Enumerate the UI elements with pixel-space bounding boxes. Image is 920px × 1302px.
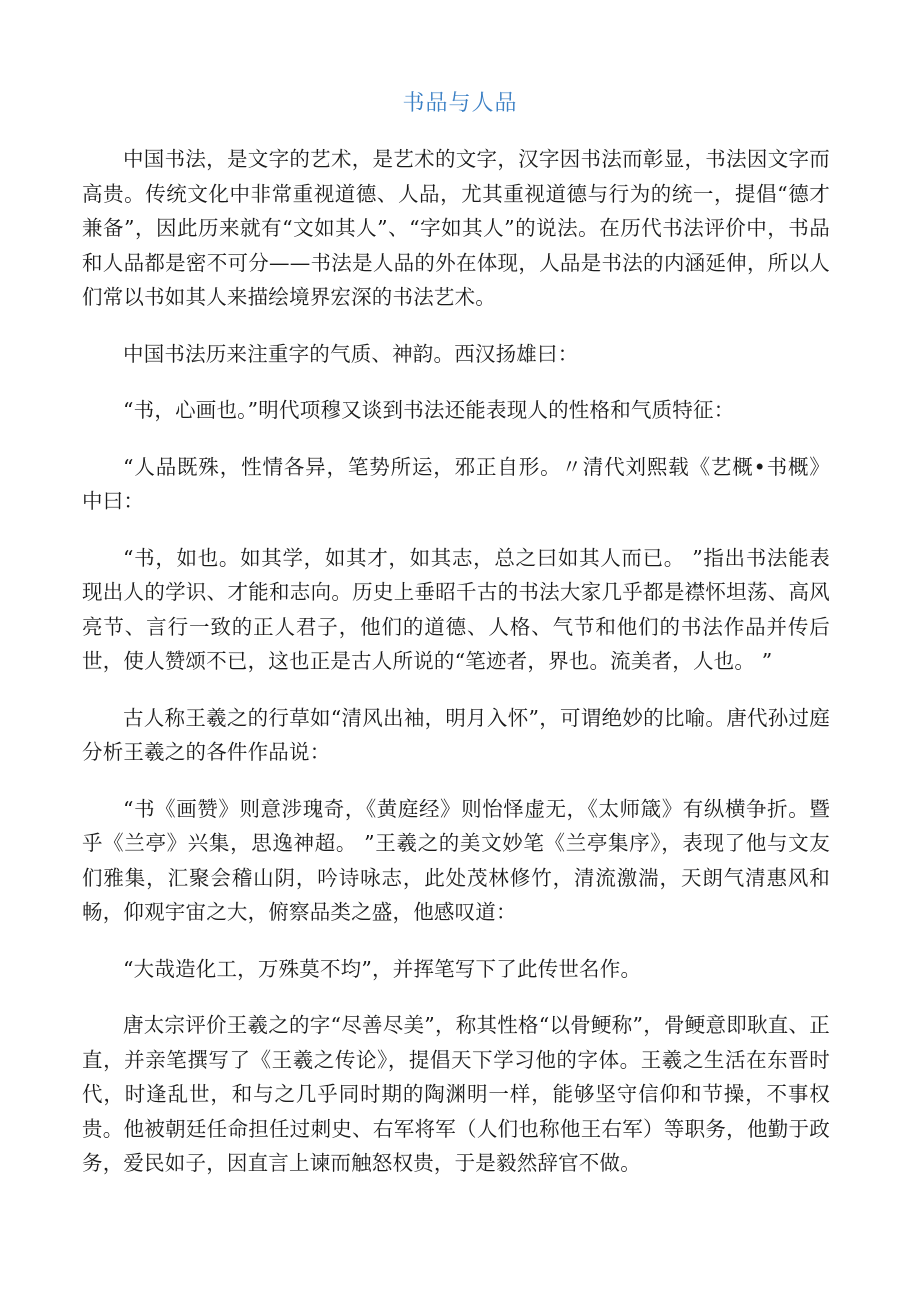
document-title: 书品与人品 bbox=[402, 91, 518, 116]
paragraph-7: “书《画赞》则意涉瑰奇，《黄庭经》则怡怿虚无，《太师箴》有纵横争折。暨乎《兰亭》兴集，思逸神超。 ”王羲之的美文妙笔《兰亭集序》，表现了他与文友们雅集，汇聚会稽山阴，吟诗咏志，此处茂林修竹，清流激湍，天朗气清惠风和畅，仰观宇宙之大，俯察品类之盛，他感叹道： bbox=[82, 796, 830, 924]
document-body bbox=[82, 142, 830, 1203]
paragraph-8: “大哉造化工，万殊莫不均”，并挥笔写下了此传世名作。 bbox=[123, 956, 642, 981]
paragraph-9: 唐太宗评价王羲之的字“尽善尽美”，称其性格“以骨鲠称”，骨鲠意即耿直、正直，并亲笔撰写了《王羲之传论》，提倡天下学习他的字体。王羲之生活在东晋时代，时逢乱世，和与之几乎同时期的陶渊明一样，能够坚守信仰和节操，不事权贵。他被朝廷任命担任过刺史、右军将军（人们也称他王右军）等职务，他勤于政务，爱民如子，因直言上谏而触怒权贵，于是毅然辞官不做。 bbox=[82, 1013, 830, 1175]
paragraph-3: “书，心画也。”明代项穆又谈到书法还能表现人的性格和气质特征： bbox=[123, 398, 735, 422]
paragraph-2: 中国书法历来注重字的气质、神韵。西汉扬雄曰： bbox=[123, 341, 579, 366]
paragraph-4: “人品既殊，性情各异，笔势所运，邪正自形。〃清代刘熙载《艺概•书概》 中曰： bbox=[82, 454, 830, 513]
paragraph-1: 中国书法，是文字的艺术，是艺术的文字，汉字因书法而彰显，书法因文字而高贵。传统文化中非常重视道德、人品，尤其重视道德与行为的统一，提倡“德才兼备”，因此历来就有“文如其人”、“字如其人”的说法。在历代书法评价中，书品和人品都是密不可分——书法是人品的外在体现，人品是书法的内涵延伸，所以人们常以书如其人来描绘境界宏深的书法艺术。 bbox=[82, 147, 830, 309]
paragraph-6: 古人称王羲之的行草如“清风出袖，明月入怀”，可谓绝妙的比喻。唐代孙过庭分析王羲之的各件作品说： bbox=[82, 705, 830, 764]
paragraph-5: “书，如也。如其学，如其才，如其志，总之曰如其人而已。 ”指出书法能表现出人的学识、才能和志向。历史上垂昭千古的书法大家几乎都是襟怀坦荡、高风亮节、言行一致的正人君子，他们的道德、人格、气节和他们的书法作品并传后世，使人赞颂不已，这也正是古人所说的“笔迹者，界也。流美者，人也。 ” bbox=[82, 545, 830, 673]
